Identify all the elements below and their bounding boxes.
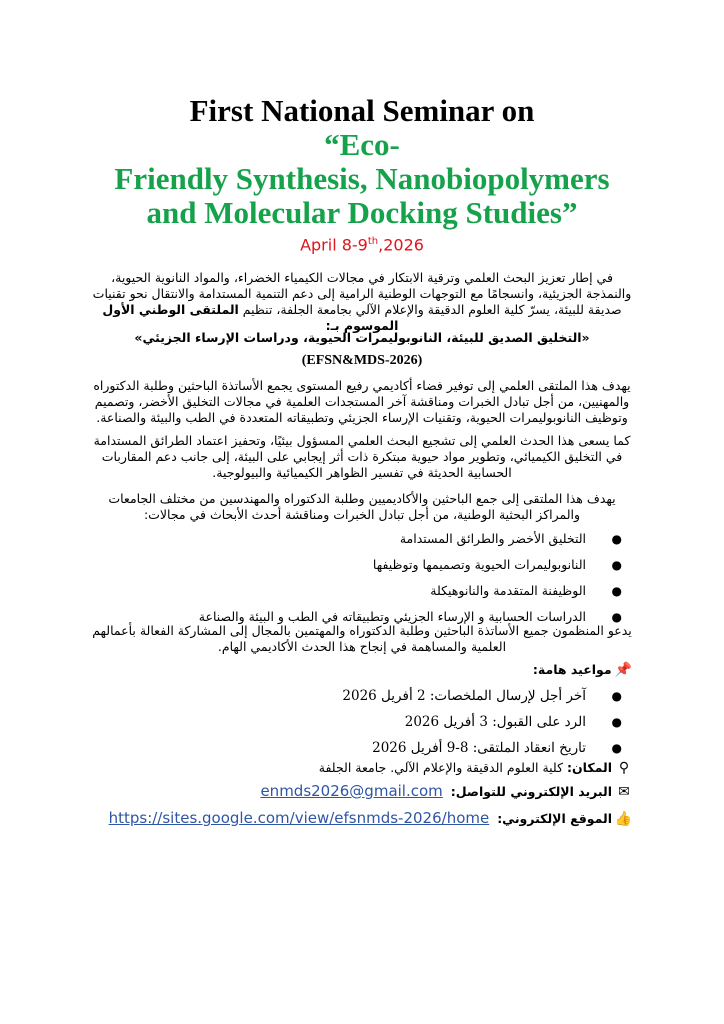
website-label: الموقع الإلكتروني: [497, 811, 613, 826]
thumbs-up-icon: 👍 [614, 811, 632, 827]
topic-text: التخليق الأخضر والطرائق المستدامة [399, 531, 586, 546]
paragraph-audience: يهدف هذا الملتقى إلى جمع الباحثين والأكاديميين وطلبة الدكتوراه والمهندسين من مختلف الجامعات والمراكز البحثية الوطنية، من أجل تبادل الخبرات ومناقشة أحدث الأبحاث في مجالات: [108, 491, 616, 522]
bullet-icon: ● [611, 558, 622, 572]
date-text: تاريخ انعقاد الملتقى: 8-9 أفريل 2026 [372, 740, 586, 756]
bullet-icon: ● [611, 584, 622, 598]
topic-item [92, 552, 632, 578]
important-dates-title: مواعيد هامة: [532, 662, 612, 677]
intro-text: في إطار تعزيز البحث العلمي وترقية الابتكار في مجالات الكيمياء الخضراء، والمواد النانوية الحيوية، والنمذجة الجزيئية، وانسجامًا مع التوجهات الوطنية الرامية إلى دعم التنمية المستدامة والانتقال نحو تقنيات صديقة للبيئة، يسرّ كلية العلوم الدقيقة والإعلام الآلي بجامعة الجلفة، تنظيم [92, 270, 632, 317]
bullet-icon: ● [611, 715, 622, 729]
title-line-1: First National Seminar on [189, 93, 535, 128]
topic-item [92, 578, 632, 604]
title-line-4: and Molecular Docking Studies” [146, 195, 578, 230]
date-item [92, 683, 632, 709]
paragraph-goals: يهدف هذا الملتقى العلمي إلى توفير فضاء أكاديمي رفيع المستوى يجمع الأساتذة الباحثين وطلبة الدكتوراه والمهنيين، من أجل تبادل الخبرات ومناقشة آخر المستجدات العلمية في مجالات التخليق الأخضر، وتصميم وتوظيف النانوبوليمرات الحيوية، وتقنيات الإرساء الجزيئي وتطبيقاته المتعددة في الطب والبيئة والصناعة. [93, 378, 631, 425]
venue-value: كلية العلوم الدقيقة والإعلام الآلي. جامعة الجلفة [318, 760, 564, 775]
date-text: آخر أجل لإرسال الملخصات: 2 أفريل 2026 [342, 688, 586, 704]
date-item [92, 709, 632, 735]
date-suffix: ,2026 [378, 235, 424, 255]
event-date [60, 230, 664, 257]
important-dates-list [92, 683, 632, 761]
invitation-paragraph: يدعو المنظمون جميع الأساتذة الباحثين وطلبة الدكتوراه والمهتمين بالمجال إلى المشاركة الفعالة بأعمالهم العلمية والمساهمة في إنجاح هذا الحدث الأكاديمي الهام. [92, 623, 632, 654]
email-label: البريد الإلكتروني للتواصل: [450, 784, 613, 799]
bullet-icon: ● [611, 741, 622, 755]
website-link[interactable]: https://sites.google.com/view/efsnmds-2026/home [108, 809, 490, 827]
bullet-icon: ● [611, 532, 622, 546]
topic-text: الوظيفنة المتقدمة والنانوهيكلة [430, 583, 586, 598]
topic-text: النانوبوليمرات الحيوية وتصميمها وتوظيفها [372, 557, 586, 572]
venue-label: المكان: [567, 760, 613, 775]
email-row [260, 783, 632, 800]
topic-item [92, 526, 632, 552]
date-sup: th [367, 236, 379, 247]
venue-row [319, 760, 632, 776]
topics-list [92, 526, 632, 630]
envelope-icon: ✉ [618, 784, 630, 800]
paragraph-aims: كما يسعى هذا الحدث العلمي إلى تشجيع البحث العلمي المسؤول بيئيًا، وتحفيز اعتماد الطرائق المستدامة في التخليق الكيميائي، وتطوير مواد حيوية مبتكرة ذات أثر إيجابي على البيئة، إلى جانب دعم المقاربات الحسابية الحديثة في تفسير الظواهر الكيميائية والبيولوجية. [93, 433, 631, 480]
topic-text: الدراسات الحسابية و الإرساء الجزيئي وتطبيقاته في الطب و البيئة والصناعة [198, 609, 586, 624]
pushpin-icon: 📌 [614, 662, 632, 678]
title-block [60, 94, 664, 257]
date-item [92, 735, 632, 761]
intro-bold-text: الملتقى الوطني الأول الموسوم بـ: [102, 302, 399, 333]
bullet-icon: ● [611, 610, 622, 624]
important-dates-heading [533, 662, 632, 678]
title-line-3: Friendly Synthesis, Nanobiopolymers [114, 161, 610, 196]
website-row [109, 810, 632, 827]
title-line-2: “Eco- [324, 127, 400, 162]
bullet-icon: ● [611, 689, 622, 703]
seminar-acronym: (EFSN&MDS-2026) [301, 353, 423, 368]
location-pin-icon: ⚲ [618, 760, 630, 776]
seminar-name-arabic: «التخليق الصديق للبيئة، النانوبوليمرات الحيوية، ودراسات الإرساء الجزيئي» [134, 330, 590, 345]
date-text: الرد على القبول: 3 أفريل 2026 [404, 714, 586, 730]
email-link[interactable]: enmds2026@gmail.com [260, 782, 443, 800]
date-prefix: April 8-9 [300, 235, 368, 255]
intro-paragraph [92, 270, 632, 334]
